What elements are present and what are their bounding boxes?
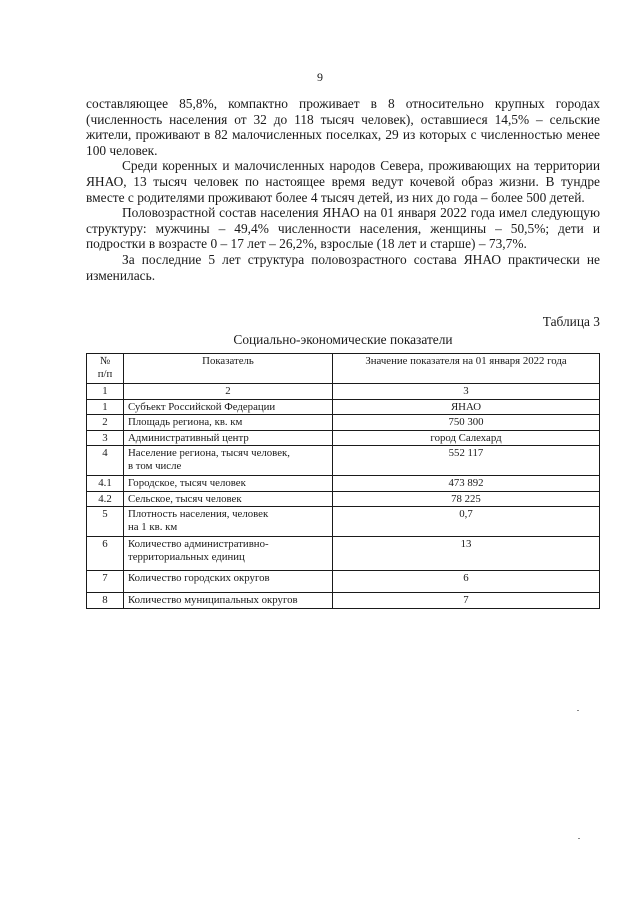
table-row xyxy=(87,593,600,609)
cell-number: 4 xyxy=(87,446,124,476)
header-indicator: Показатель xyxy=(124,354,333,384)
cell-number: 1 xyxy=(87,384,124,400)
table-label: Таблица 3 xyxy=(542,314,600,329)
cell-number: 2 xyxy=(87,415,124,431)
cell-number: 3 xyxy=(87,430,124,446)
paragraph: составляющее 85,8%, компактно проживает в 8 относительно крупных городах (численность населения от 32 до 118 тысяч человек), оставшиеся 14,5% – сельские жители, проживают в 82 малочисленных поселках, 29 из которых с численностью менее 100 человек. xyxy=(86,96,600,158)
paragraph: За последние 5 лет структура половозрастного состава ЯНАО практически не изменилась. xyxy=(86,251,600,283)
cell-value: 3 xyxy=(333,384,600,400)
body-text xyxy=(86,96,600,283)
table-title: Социально-экономические показатели xyxy=(233,332,453,347)
cell-indicator: 2 xyxy=(124,384,333,400)
cell-value: 750 300 xyxy=(333,415,600,431)
cell-indicator: Плотность населения, человек на 1 кв. км xyxy=(124,507,333,537)
indicators-table xyxy=(86,353,600,609)
cell-value: ЯНАО xyxy=(333,399,600,415)
cell-number: 5 xyxy=(87,507,124,537)
table-row xyxy=(87,476,600,492)
table-row xyxy=(87,415,600,431)
cell-indicator: Количество городских округов xyxy=(124,571,333,593)
cell-value: город Салехард xyxy=(333,430,600,446)
cell-number: 7 xyxy=(87,571,124,593)
cell-value: 7 xyxy=(333,593,600,609)
paragraph: Половозрастной состав населения ЯНАО на 01 января 2022 года имел следующую структуру: мужчины – 49,4% численности населения, женщины – 50,5%; дети и подростки в возрасте 0 – 17 лет – 26,2%, взрослые (18 лет и старше) – 73,7%. xyxy=(86,205,600,252)
cell-indicator: Количество административно- территориальных единиц xyxy=(124,537,333,571)
header-number: № п/п xyxy=(87,354,124,384)
cell-number: 8 xyxy=(87,593,124,609)
cell-indicator: Сельское, тысяч человек xyxy=(124,491,333,507)
cell-number: 4.1 xyxy=(87,476,124,492)
table-row xyxy=(87,507,600,537)
table-row xyxy=(87,430,600,446)
cell-number: 4.2 xyxy=(87,491,124,507)
table-row xyxy=(87,384,600,400)
cell-value: 6 xyxy=(333,571,600,593)
cell-value: 473 892 xyxy=(333,476,600,492)
paragraph: Среди коренных и малочисленных народов Севера, проживающих на территории ЯНАО, 13 тысяч человек по настоящее время ведут кочевой образ жизни. В тундре вместе с родителями проживают более 4 тысяч детей, из них до года – более 500 детей. xyxy=(86,158,600,205)
table-row xyxy=(87,446,600,476)
cell-indicator: Субъект Российской Федерации xyxy=(124,399,333,415)
cell-number: 6 xyxy=(87,537,124,571)
page-number: 9 xyxy=(317,70,323,84)
table-row xyxy=(87,399,600,415)
cell-indicator: Городское, тысяч человек xyxy=(124,476,333,492)
table-row xyxy=(87,571,600,593)
cell-value: 552 117 xyxy=(333,446,600,476)
cell-value: 13 xyxy=(333,537,600,571)
cell-value: 78 225 xyxy=(333,491,600,507)
scan-speck xyxy=(578,838,580,839)
cell-indicator: Административный центр xyxy=(124,430,333,446)
table-header-row xyxy=(87,354,600,384)
cell-indicator: Количество муниципальных округов xyxy=(124,593,333,609)
cell-indicator: Население региона, тысяч человек, в том числе xyxy=(124,446,333,476)
scan-speck xyxy=(577,710,579,711)
table-row xyxy=(87,537,600,571)
table-row xyxy=(87,491,600,507)
cell-number: 1 xyxy=(87,399,124,415)
cell-value: 0,7 xyxy=(333,507,600,537)
cell-indicator: Площадь региона, кв. км xyxy=(124,415,333,431)
header-value: Значение показателя на 01 января 2022 года xyxy=(333,354,600,384)
